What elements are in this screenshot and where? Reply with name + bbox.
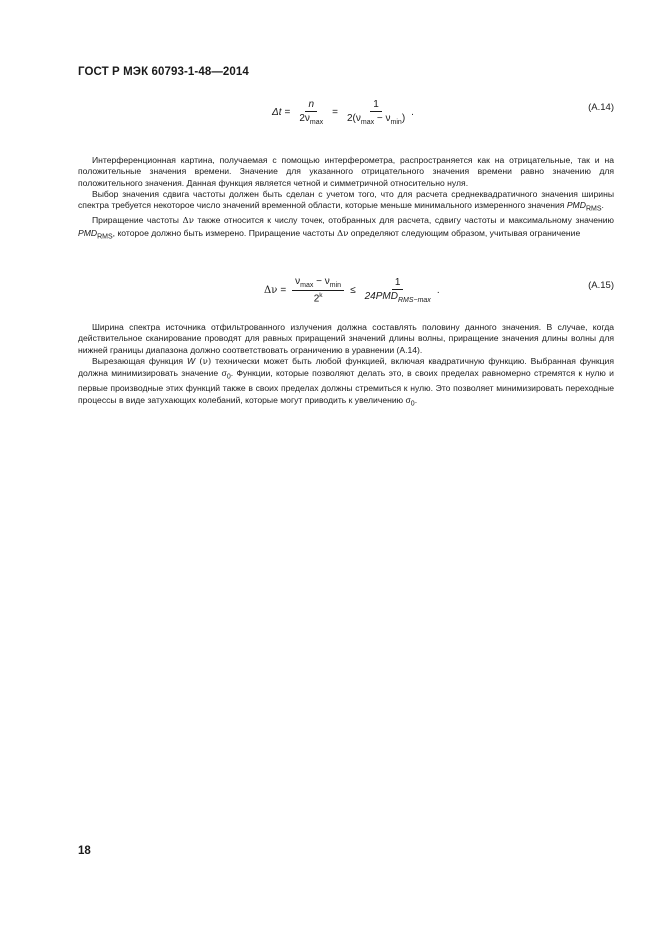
paragraph-frequency-increment: Приращение частоты Δν также относится к числу точек, отобранных для расчета, сдвигу частоты и максимальному значению $PMD_{RMS}$, которое должно быть измерено. Приращение частоты Δν определяют следующим образом, учитывая ограничение	[78, 215, 614, 241]
eq-a15-den1: 2$^k$	[313, 291, 323, 305]
eq-a14-num1: n	[305, 99, 317, 112]
equation-a14	[78, 92, 614, 132]
eq-a15-num1: $\nu_{max} - \nu_{min}$	[292, 276, 344, 291]
paragraph-window-function: Вырезающая функция W (ν) технически может быть любой функцией, включая квадратичную функцию. Выбранная функция должна минимизировать значение $\sigma_0$. Функции, которые позволяют делать это, в своих пределах равномерно стремятся к нулю и первые производные этих функций также в своих пределах должны стремиться к нулю. Это позволяет минимизировать переходные процессы в виде затухающих колебаний, которые могут приводить к увеличению $\sigma_0$.	[78, 355, 614, 408]
eq-a14-den1: $2\nu_{max}$	[299, 112, 324, 126]
eq-a14-fraction-2	[344, 99, 408, 126]
eq-a14-lhs: Δt	[272, 106, 282, 118]
paragraph-spectrum-width: Ширина спектра источника отфильтрованного излучения должна составлять половину данного значения. В случае, когда действительное сканирование проводят для равных приращений значений длины волны, приращение значения длины волны для нижней границы диапазона должно соответствовать ограничению в уравнении (A.14).	[78, 322, 614, 355]
document-header: ГОСТ Р МЭК 60793-1-48—2014	[78, 66, 249, 78]
eq-a15-label: (A.15)	[588, 280, 614, 291]
text-block-bottom	[78, 322, 614, 410]
eq-a14-num2: 1	[370, 99, 382, 112]
eq-a14-equals-2: =	[332, 106, 338, 118]
paragraph-frequency-shift: Выбор значения сдвига частоты должен быть сделан с учетом того, что для расчета среднеквадратичного значения ширины спектра требуется некоторое число значений временной области, которые меньше минимального измеренного значения $PMD_{RMS}$.	[78, 188, 614, 213]
eq-a14-equals-1: =	[284, 106, 291, 118]
paragraph-interference: Интерференционная картина, получаемая с помощью интерферометра, распространяется как на отрицательные, так и на положительные значения времени. Значение для указанного отрицательного значения времени равно значению для положительного значения. Данная функция является четной и симметричной относительно нуля.	[78, 155, 614, 188]
eq-a14-label: (A.14)	[588, 102, 614, 113]
eq-a15-lhs: Δν	[264, 284, 278, 296]
equation-a15	[78, 270, 614, 310]
eq-a14-den2: $2(\nu_{max} - \nu_{min})$	[346, 112, 406, 126]
eq-a15-equals: =	[280, 284, 287, 296]
eq-a15-fraction-1	[292, 276, 344, 304]
eq-a15-den2: $24PMD_{RMS-max}$	[364, 290, 431, 304]
eq-a15-fraction-2	[362, 277, 434, 304]
eq-a14-dot: .	[411, 106, 414, 118]
page-number: 18	[78, 845, 91, 857]
text-block-top	[78, 155, 614, 243]
eq-a15-dot: .	[436, 284, 440, 296]
eq-a15-le: ≤	[350, 284, 356, 296]
eq-a14-fraction-1	[296, 99, 326, 126]
eq-a15-num2: 1	[392, 277, 404, 290]
